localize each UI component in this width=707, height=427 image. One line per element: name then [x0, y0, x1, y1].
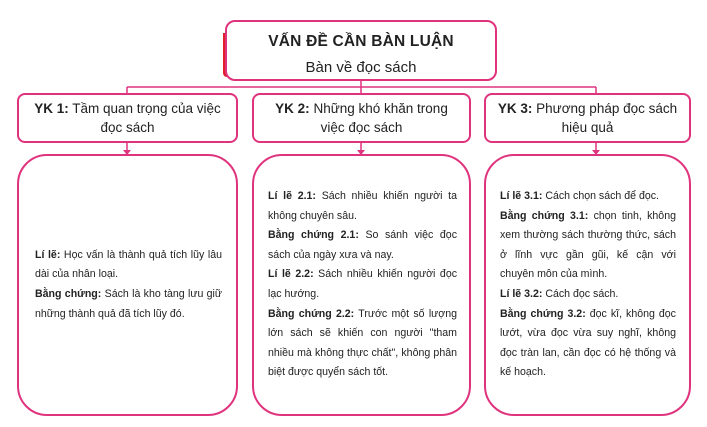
yk2-item — [268, 265, 457, 304]
item-text: Cách đọc sách. — [545, 288, 619, 300]
yk2-item — [268, 187, 457, 226]
item-label: Lí lẽ 3.1: — [500, 190, 543, 203]
item-text: Cách chọn sách để đọc. — [545, 190, 660, 203]
yk1-content-box — [17, 154, 238, 416]
item-label: Lí lẽ: — [35, 248, 61, 261]
item-text: Trước một số lượng lớn sách sẽ khiến con người "tham nhiều mà không thực chất", không phân biệt được quyển sách tốt. — [268, 307, 457, 379]
yk1-label: YK 1: — [34, 101, 69, 116]
item-label: Bằng chứng 2.2: — [268, 307, 355, 320]
item-label: Bằng chứng 3.1: — [500, 209, 589, 222]
yk1-text: Tầm quan trọng của việc đọc sách — [72, 101, 221, 135]
yk1-item — [35, 246, 222, 285]
yk3-item — [500, 207, 676, 285]
yk3-item — [500, 305, 676, 383]
yk3-label: YK 3: — [497, 101, 533, 116]
item-label: Lí lẽ 3.2: — [500, 288, 543, 300]
yk2-label: YK 2: — [275, 101, 310, 116]
item-text: Sách là kho tàng lưu giữ những thành quả đã tích lũy đó. — [35, 288, 222, 320]
yk2-item — [268, 305, 457, 383]
item-label: Bằng chứng 2.1: — [268, 229, 359, 242]
yk2-content-box — [252, 154, 471, 416]
yk3-content-box — [484, 154, 691, 416]
item-label: Bằng chứng: — [35, 288, 102, 300]
item-text: chọn tinh, không xem thường sách thường thức, sách ở lĩnh vực gần gũi, kế cận với chuyên môn của mình. — [500, 209, 676, 281]
yk1-item — [35, 285, 222, 324]
yk3-item — [500, 285, 676, 305]
main-issue-title: VẤN ĐỀ CẦN BÀN LUẬN — [268, 33, 454, 50]
yk2-text: Những khó khăn trong việc đọc sách — [313, 101, 448, 135]
yk3-item — [500, 187, 676, 207]
main-issue-box — [225, 20, 497, 81]
item-label: Lí lẽ 2.2: — [268, 268, 314, 281]
item-text: So sánh việc đọc sách của ngày xưa và nay. — [268, 229, 457, 261]
item-text: Sách nhiều khiến người đọc lạc hướng. — [268, 268, 458, 300]
item-label: Bằng chứng 3.2: — [500, 307, 586, 320]
yk3-text: Phương pháp đọc sách hiệu quả — [536, 101, 678, 135]
main-issue-subtitle: Bàn về đọc sách — [305, 59, 417, 76]
item-text: Sách nhiều khiến người ta không chuyên sâu. — [268, 190, 457, 222]
yk3-heading-box — [484, 93, 691, 143]
item-text: đọc kĩ, không đọc lướt, vừa đọc vừa suy nghĩ, không đọc tràn lan, cần đọc có hệ thống và kế hoạch. — [500, 307, 676, 379]
yk2-item — [268, 226, 457, 265]
item-text: Học vấn là thành quả tích lũy lâu dài của nhân loại. — [35, 248, 222, 281]
item-label: Lí lẽ 2.1: — [268, 190, 316, 203]
yk1-heading-box — [17, 93, 238, 143]
yk2-heading-box — [252, 93, 471, 143]
